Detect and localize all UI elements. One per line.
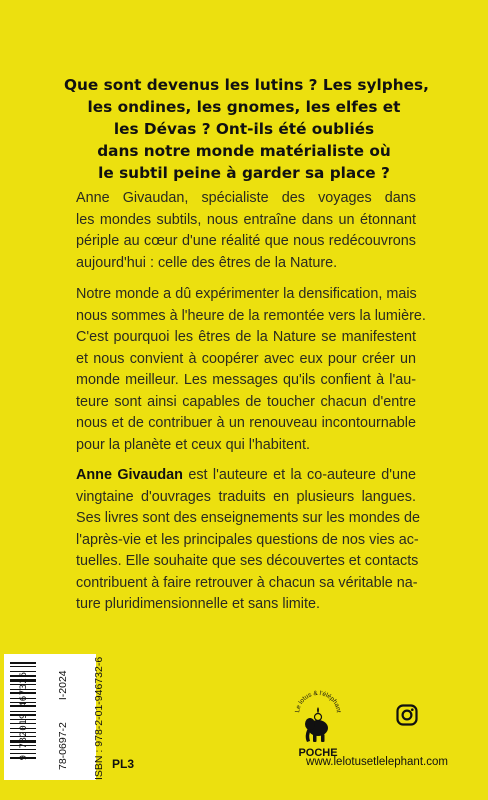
paragraph-message xyxy=(76,284,426,456)
publisher-website[interactable]: www.lelotusetlelephant.com xyxy=(306,756,448,768)
barcode xyxy=(4,654,96,780)
tagline-line: dans notre monde matérialiste où xyxy=(97,142,391,160)
edition-code: I-2024 xyxy=(57,670,69,701)
paragraph-line: nous et de contribuer à un renouveau incontournable xyxy=(76,415,416,431)
paragraph-line: vingtaine d'ouvrages traduits en plusieurs langues. xyxy=(76,488,416,505)
paragraph-line: ture pluridimensionnelle et sans limite. xyxy=(76,596,320,612)
paragraph-author-bio xyxy=(76,465,420,616)
cover-tagline xyxy=(64,74,429,184)
tagline-line: les ondines, les gnomes, les elfes et xyxy=(87,98,401,116)
paragraph-line: C'est pourquoi les êtres de la Nature se manifestent xyxy=(76,329,416,345)
tagline-line: le subtil peine à garder sa place ? xyxy=(98,164,390,182)
logo-arc-text: Le lotus & l'éléphant xyxy=(294,689,342,714)
left-code: 78-0697-2 xyxy=(57,722,69,770)
barcode-digits: 9 782019 467326 xyxy=(19,671,29,761)
paragraph-line: Anne Givaudan, spécialiste des voyages dans xyxy=(76,190,416,206)
product-code xyxy=(57,660,69,770)
paragraph-line: contribuent à faire retrouver à chacun sa véritable na- xyxy=(76,574,418,591)
instagram-icon[interactable] xyxy=(396,704,418,726)
isbn-text: ISBN : 978-2-01-946732-6 xyxy=(93,656,105,780)
author-line-rest: est l'auteure et la co-auteure d'une xyxy=(182,467,416,483)
tagline-line: Que sont devenus les lutins ? Les sylphes, xyxy=(64,76,429,94)
paragraph-line: aujourd'hui : celle des êtres de la Nature. xyxy=(76,254,338,271)
elephant-logo-icon xyxy=(293,684,343,748)
tagline-line: les Dévas ? Ont-ils été oubliés xyxy=(113,120,375,138)
paragraph-line: monde meilleur. Les messages qu'ils confient à l'au- xyxy=(76,372,416,388)
paragraph-line: nous sommes à l'heure de la remontée vers la lumière. xyxy=(76,307,426,324)
paragraph-line: teure sont ainsi capables de toucher chacun d'entre xyxy=(76,393,416,410)
paragraph-line: l'après-vie et les principales questions de nos vies ac- xyxy=(76,531,419,548)
paragraph-line: périple au cœur d'une réalité que nous redécouvrons xyxy=(76,233,416,249)
author-name: Anne Givaudan xyxy=(76,467,183,483)
paragraph-line: tuelles. Elle souhaite que ses découvertes et contacts xyxy=(76,553,419,569)
paragraph-intro xyxy=(76,188,416,274)
paragraph-line: Notre monde a dû expérimenter la densification, mais xyxy=(76,286,417,302)
poche-label: POCHE xyxy=(298,747,338,759)
price-code: PL3 xyxy=(112,757,135,771)
paragraph-line: Ses livres sont des enseignements sur les mondes de xyxy=(76,510,420,526)
paragraph-line xyxy=(76,465,416,487)
paragraph-line: et nous convient à coopérer avec eux pour créer un xyxy=(76,350,416,367)
paragraph-line: les mondes subtils, nous entraîne dans un étonnant xyxy=(76,211,416,228)
paragraph-line: pour la planète et ceux qui l'habitent. xyxy=(76,436,310,453)
